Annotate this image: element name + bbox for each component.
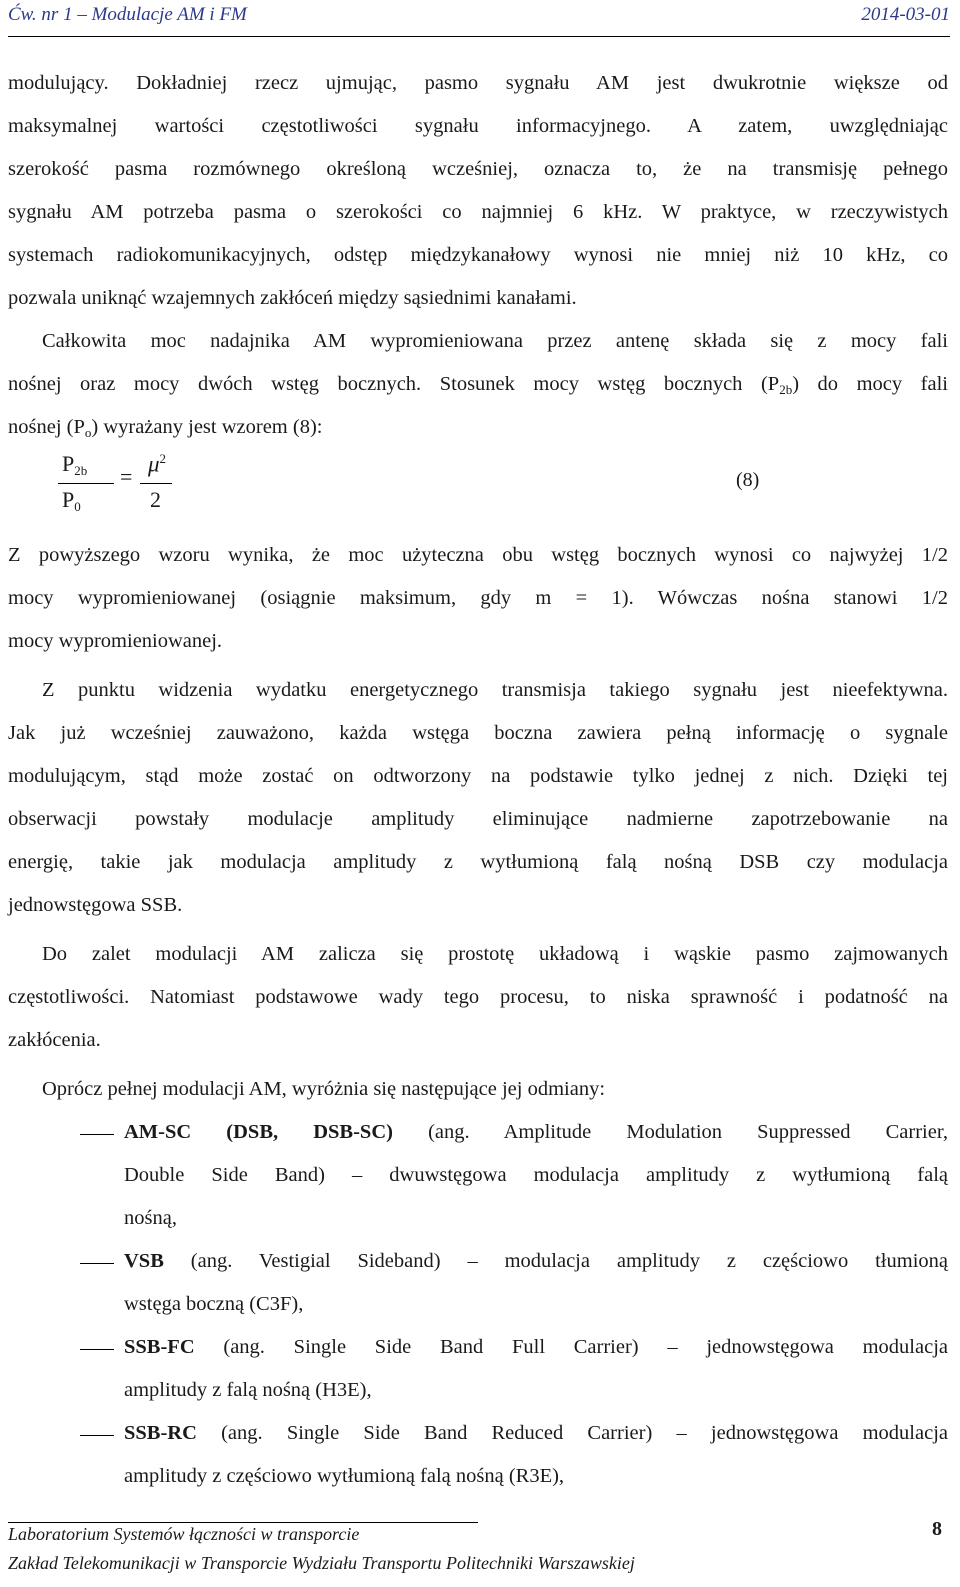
text-line: obserwacji powstały modulacje amplitudy eliminujące nadmierne zapotrzebowanie na xyxy=(8,808,948,830)
text-line: częstotliwości. Natomiast podstawowe wady tego procesu, to niska sprawność i podatność na xyxy=(8,986,948,1008)
footer-divider xyxy=(8,1522,478,1523)
variants-list xyxy=(8,1111,948,1498)
text-line: jednowstęgowa SSB. xyxy=(8,894,183,916)
paragraph-3 xyxy=(8,534,948,663)
document-body xyxy=(8,62,948,1498)
text-line: pozwala uniknąć wzajemnych zakłóceń między sąsiednimi kanałami. xyxy=(8,287,577,309)
list-item-line: SSB-RC (ang. Single Side Band Reduced Carrier) – jednowstęgowa modulacja xyxy=(8,1412,948,1455)
formula-reference: (8) xyxy=(736,469,760,491)
text-line: Z punktu widzenia wydatku energetycznego transmisja takiego sygnału jest nieefektywna. xyxy=(42,679,948,701)
fraction-bar xyxy=(58,483,114,484)
list-item-line: nośną, xyxy=(124,1207,177,1229)
text-line: Z powyższego wzoru wynika, że moc użyteczna obu wstęg bocznych wynosi co najwyżej 1/2 xyxy=(8,544,948,566)
paragraph-1 xyxy=(8,62,948,320)
list-item-line: wstęga boczną (C3F), xyxy=(124,1293,304,1315)
list-item-line: VSB (ang. Vestigial Sideband) – modulacja amplitudy z częściowo tłumioną xyxy=(8,1240,948,1283)
text-line: Jak już wcześniej zauważono, każda wstęga boczna zawiera pełną informację o sygnale xyxy=(8,722,948,744)
footer-department: Zakład Telekomunikacji w Transporcie Wydziału Transportu Politechniki Warszawskiej xyxy=(8,1553,635,1573)
dash-bullet-icon xyxy=(80,1263,114,1264)
text-line: zakłócenia. xyxy=(8,1029,101,1051)
text-line: nośnej $(P_o)$ wyrażany jest wzorem (8): xyxy=(8,416,323,440)
list-item-line: amplitudy z częściowo wytłumioną falą nośną (R3E), xyxy=(124,1465,565,1487)
text-line: Całkowita moc nadajnika AM wypromieniowana przez antenę składa się z mocy fali xyxy=(42,330,948,352)
list-item-line: amplitudy z falą nośną (H3E), xyxy=(124,1379,372,1401)
formula-8 xyxy=(8,449,948,534)
subscript: o xyxy=(84,425,92,440)
paragraph-4 xyxy=(8,669,948,927)
list-item-line: Double Side Band) – dwuwstęgowa modulacja amplitudy z wytłumioną falą xyxy=(124,1164,948,1186)
list-item xyxy=(8,1412,948,1498)
text-line: mocy wypromieniowanej. xyxy=(8,630,223,652)
page-header xyxy=(8,4,950,34)
text-line: szerokość pasma rozmównego określoną wcześniej, oznacza to, że na transmisję pełnego xyxy=(8,158,948,180)
dash-bullet-icon xyxy=(80,1435,114,1436)
subscript: 2b xyxy=(779,382,793,397)
header-title: Ćw. nr 1 – Modulacje AM i FM xyxy=(8,4,247,25)
header-date: 2014-03-01 xyxy=(861,4,950,25)
list-item xyxy=(8,1326,948,1412)
formula-mu: $\mu^2$ xyxy=(148,451,167,477)
formula-numerator: $P_{2b}$ xyxy=(62,451,88,478)
paragraph-5 xyxy=(8,933,948,1062)
dash-bullet-icon xyxy=(80,1349,114,1350)
paragraph-2 xyxy=(8,320,948,449)
header-divider xyxy=(8,36,950,37)
text-line: maksymalnej wartości częstotliwości sygnału informacyjnego. A zatem, uwzględniając xyxy=(8,115,948,137)
list-item xyxy=(8,1111,948,1240)
text-line: mocy wypromieniowanej (osiągnie maksimum, gdy m = 1). Wówczas nośna stanowi 1/2 xyxy=(8,587,948,609)
list-item-line: SSB-FC (ang. Single Side Band Full Carrier) – jednowstęgowa modulacja xyxy=(8,1326,948,1369)
text-line: modulujący. Dokładniej rzecz ujmując, pasmo sygnału AM jest dwukrotnie większe od xyxy=(8,72,948,94)
formula-denominator-2: 2 xyxy=(150,487,161,512)
paragraph-6: Oprócz pełnej modulacji AM, wyróżnia się następujące jej odmiany: xyxy=(42,1078,606,1100)
text-line: sygnału AM potrzeba pasma o szerokości co najmniej 6 kHz. W praktyce, w rzeczywistych xyxy=(8,201,948,223)
formula-denominator: $P_0$ xyxy=(62,487,81,514)
list-item-line: AM-SC (DSB, DSB-SC) (ang. Amplitude Modulation Suppressed Carrier, xyxy=(8,1111,948,1154)
text-line: energię, takie jak modulacja amplitudy z wytłumioną falą nośną DSB czy modulacja xyxy=(8,851,948,873)
text-line: nośnej oraz mocy dwóch wstęg bocznych. Stosunek mocy wstęg bocznych $(P_{2b})$ do mocy fali xyxy=(8,373,948,397)
text-line: modulującym, stąd może zostać on odtworzony na podstawie tylko jednej z nich. Dzięki tej xyxy=(8,765,948,787)
text-line: Do zalet modulacji AM zalicza się prostotę układową i wąskie pasmo zajmowanych xyxy=(42,943,948,965)
text-line: systemach radiokomunikacyjnych, odstęp międzykanałowy wynosi nie mniej niż 10 kHz, co xyxy=(8,244,948,266)
list-item xyxy=(8,1240,948,1326)
fraction-bar xyxy=(140,483,172,484)
dash-bullet-icon xyxy=(80,1134,114,1135)
footer-lab-name: Laboratorium Systemów łączności w transporcie xyxy=(8,1524,360,1544)
formula-equals: = xyxy=(120,464,133,489)
page-number: 8 xyxy=(932,1518,942,1540)
